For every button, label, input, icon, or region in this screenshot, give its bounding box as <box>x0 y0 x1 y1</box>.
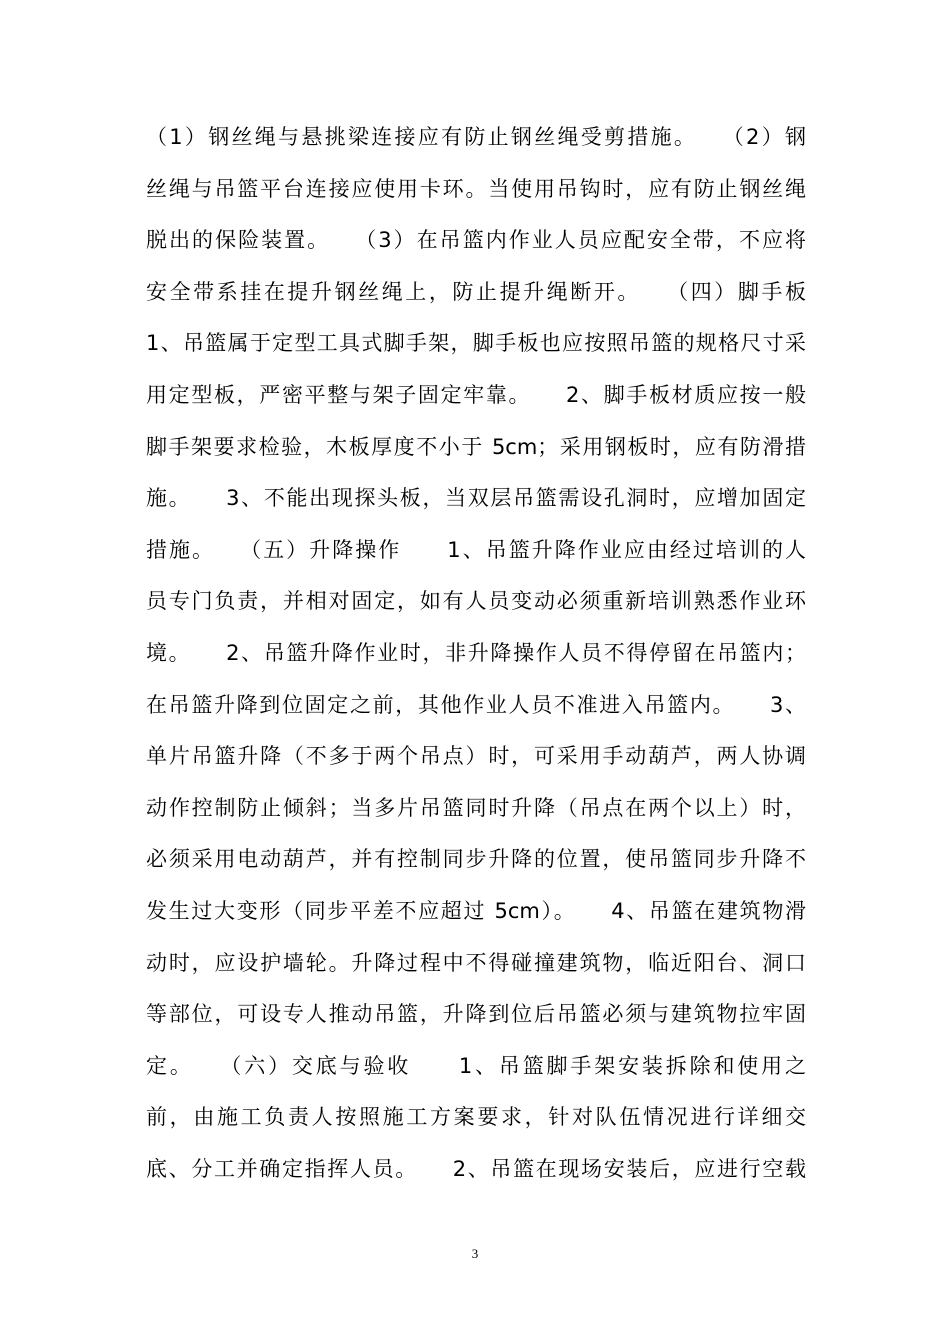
text-line: 发生过大变形（同步平差不应超过 5cm）。 4、吊篮在建筑物滑 <box>146 898 806 923</box>
text-line: 在吊篮升降到位固定之前，其他作业人员不准进入吊篮内。 3、 <box>146 692 806 717</box>
text-line: 动时，应设护墙轮。升降过程中不得碰撞建筑物，临近阳台、洞口 <box>146 950 806 975</box>
text-line: 安全带系挂在提升钢丝绳上，防止提升绳断开。 （四）脚手板 <box>146 279 806 304</box>
text-line: （1）钢丝绳与悬挑梁连接应有防止钢丝绳受剪措施。 （2）钢 <box>146 125 806 149</box>
text-line: 员专门负责，并相对固定，如有人员变动必须重新培训熟悉作业环 <box>146 589 806 614</box>
page-number: 3 <box>471 1246 479 1261</box>
text-line: 动作控制防止倾斜；当多片吊篮同时升降（吊点在两个以上）时， <box>146 795 806 820</box>
text-line: 单片吊篮升降（不多于两个吊点）时，可采用手动葫芦，两人协调 <box>146 744 806 769</box>
text-line: 前，由施工负责人按照施工方案要求，针对队伍情况进行详细交 <box>146 1105 806 1130</box>
text-line: 脚手架要求检验，木板厚度不小于 5cm；采用钢板时，应有防滑措 <box>146 434 806 459</box>
body-text <box>146 112 806 1195</box>
text-line: 丝绳与吊篮平台连接应使用卡环。当使用吊钩时，应有防止钢丝绳 <box>146 176 806 201</box>
text-line: 境。 2、吊篮升降作业时，非升降操作人员不得停留在吊篮内； <box>146 640 806 665</box>
text-line: 施。 3、不能出现探头板，当双层吊篮需设孔洞时，应增加固定 <box>146 486 806 511</box>
text-line: 底、分工并确定指挥人员。 2、吊篮在现场安装后，应进行空载 <box>146 1156 806 1181</box>
text-line: 定。 （六）交底与验收 1、吊篮脚手架安装拆除和使用之 <box>146 1053 806 1078</box>
text-line: 等部位，可设专人推动吊篮，升降到位后吊篮必须与建筑物拉牢固 <box>146 1002 806 1027</box>
text-line: 1、吊篮属于定型工具式脚手架，脚手板也应按照吊篮的规格尺寸采 <box>146 331 806 356</box>
text-line: 必须采用电动葫芦，并有控制同步升降的位置，使吊篮同步升降不 <box>146 847 806 872</box>
text-line: 用定型板，严密平整与架子固定牢靠。 2、脚手板材质应按一般 <box>146 382 806 407</box>
text-line: 措施。 （五）升降操作 1、吊篮升降作业应由经过培训的人 <box>146 537 806 562</box>
text-line: 脱出的保险装置。 （3）在吊篮内作业人员应配安全带，不应将 <box>146 228 806 253</box>
